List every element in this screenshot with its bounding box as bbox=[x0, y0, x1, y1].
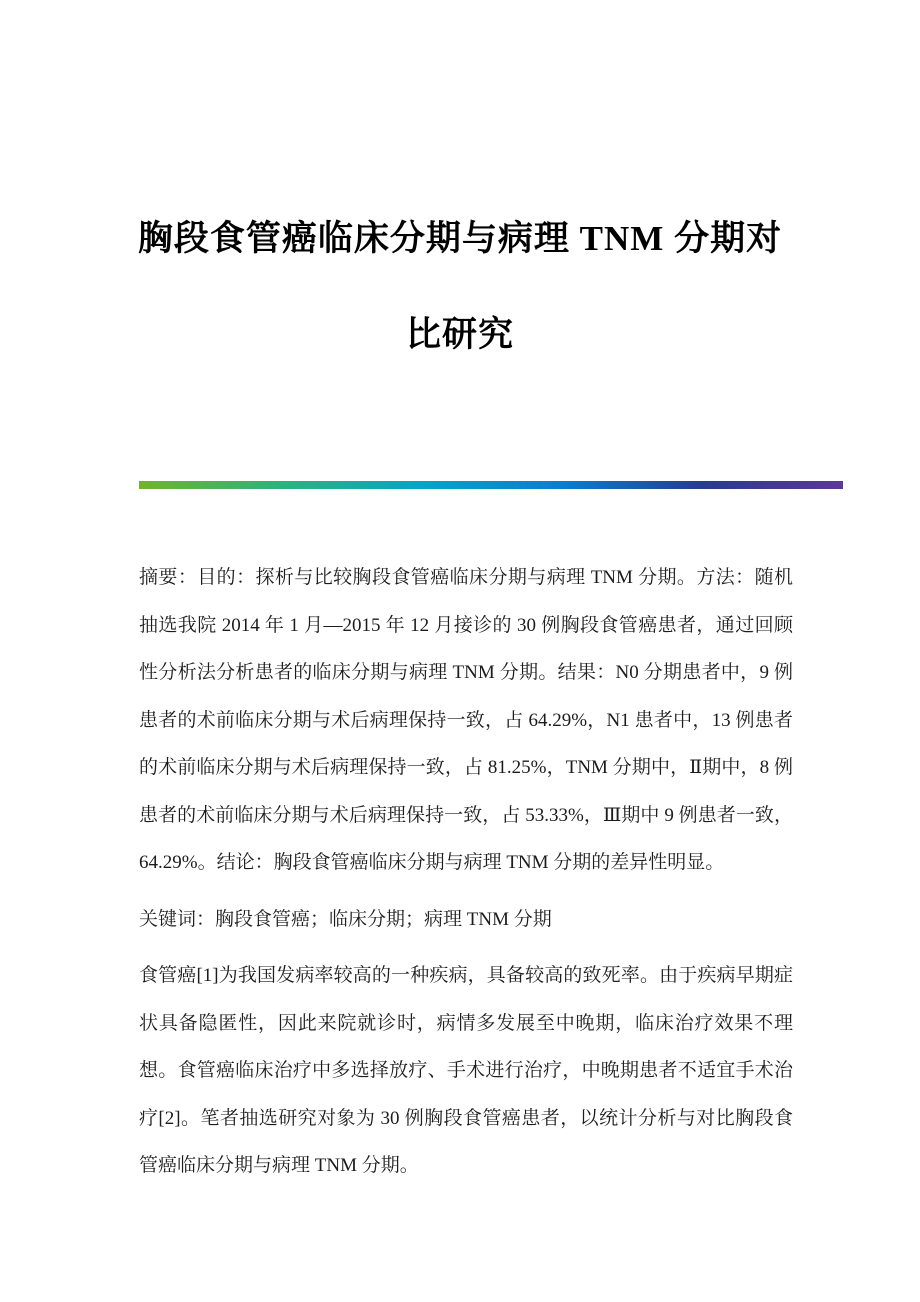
gradient-divider-bar bbox=[139, 481, 843, 489]
document-body bbox=[139, 554, 793, 1190]
document-title bbox=[0, 191, 920, 383]
document-title-line-1: 胸段食管癌临床分期与病理 TNM 分期对 bbox=[137, 219, 783, 258]
abstract-paragraph: 摘要：目的：探析与比较胸段食管癌临床分期与病理 TNM 分期。方法：随机抽选我院 2014 年 1 月—2015 年 12 月接诊的 30 例胸段食管癌患者，通过回顾性分析法分析患者的临床分期与病理 TNM 分期。结果：N0 分期患者中，9 例患者的术前临床分期与术后病理保持一致，占 64.29%，N1 患者中，13 例患者的术前临床分期与术后病理保持一致，占 81.25%，TNM 分期中，Ⅱ期中，8 例患者的术前临床分期与术后病理保持一致，占 53.33%，Ⅲ期中 9 例患者一致，64.29%。结论：胸段食管癌临床分期与病理 TNM 分期的差异性明显。 bbox=[139, 567, 793, 873]
keywords-line: 关键词：胸段食管癌；临床分期；病理 TNM 分期 bbox=[139, 908, 552, 930]
introduction-paragraph: 食管癌[1]为我国发病率较高的一种疾病，具备较高的致死率。由于疾病早期症状具备隐匿性，因此来院就诊时，病情多发展至中晚期，临床治疗效果不理想。食管癌临床治疗中多选择放疗、手术进行治疗，中晚期患者不适宜手术治疗[2]。笔者抽选研究对象为 30 例胸段食管癌患者，以统计分析与对比胸段食管癌临床分期与病理 TNM 分期。 bbox=[139, 965, 793, 1176]
document-title-line-2: 比研究 bbox=[405, 315, 514, 354]
